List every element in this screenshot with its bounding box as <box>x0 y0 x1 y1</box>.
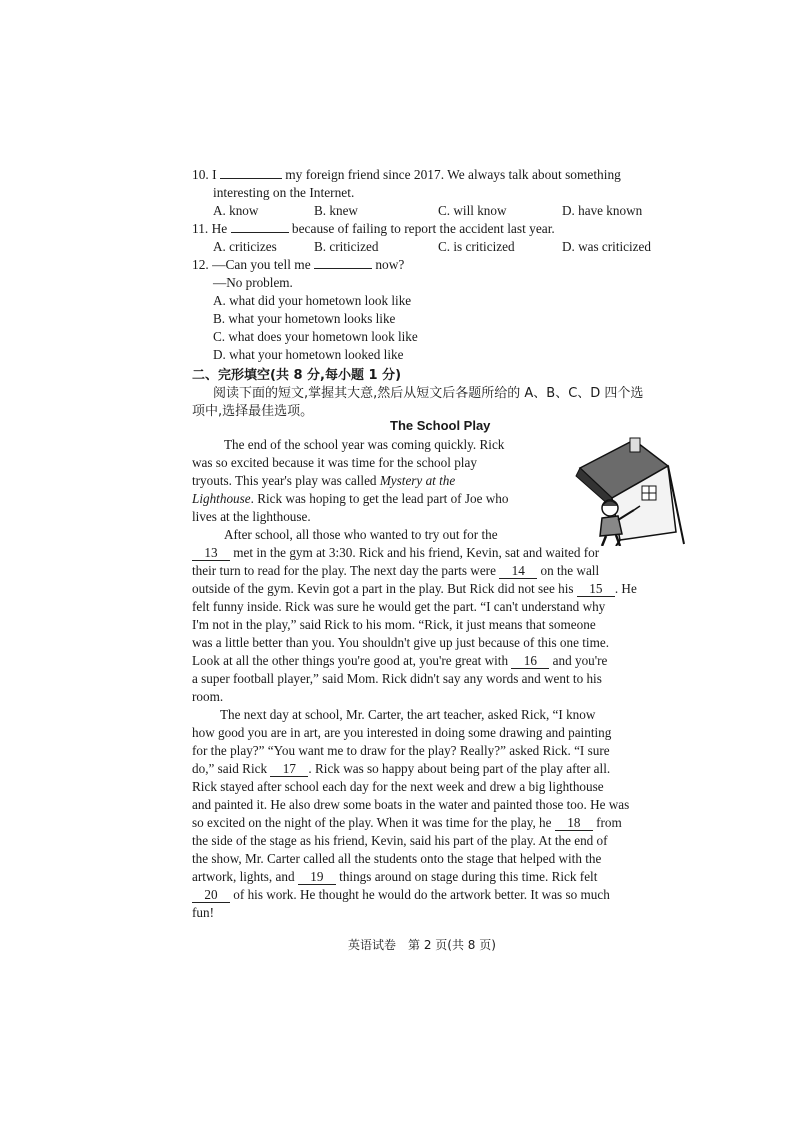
blank-13: 13 <box>192 546 230 561</box>
play-title-cont: Lighthouse <box>192 491 251 506</box>
blank-17: 17 <box>270 762 308 777</box>
passage-text: . Rick was so happy about being part of the play after all. <box>308 761 611 776</box>
blank-18: 18 <box>555 816 593 831</box>
passage-text: Look at all the other things you're good at, you're great with <box>192 653 509 668</box>
passage-text: things around on stage during this time. Rick felt <box>339 869 598 884</box>
answer-blank <box>220 166 282 179</box>
passage-line: was so excited because it was time for the school play <box>192 455 477 470</box>
blank-16: 16 <box>511 654 549 669</box>
passage-text: and you're <box>552 653 608 668</box>
q11-option-d: D. was criticized <box>562 239 651 254</box>
question-10 <box>192 166 621 184</box>
q11-option-b: B. criticized <box>314 239 379 254</box>
q11-number: 11. He <box>192 221 228 236</box>
blank-20: 20 <box>192 888 230 903</box>
passage-line: The next day at school, Mr. Carter, the art teacher, asked Rick, “I know <box>220 707 596 722</box>
passage-line: lives at the lighthouse. <box>192 509 311 524</box>
question-11 <box>192 220 555 238</box>
q11-option-a: A. criticizes <box>213 239 277 254</box>
q10-option-a: A. know <box>213 203 259 218</box>
q10-stem: my foreign friend since 2017. We always talk about something <box>285 167 621 182</box>
passage-line: fun! <box>192 905 214 920</box>
passage-line <box>192 472 564 490</box>
q11-option-c: C. is criticized <box>438 239 515 254</box>
passage-text: met in the gym at 3:30. Rick and his friend, Kevin, sat and waited for <box>233 545 600 560</box>
passage-line <box>192 868 688 886</box>
q11-stem: because of failing to report the accident last year. <box>291 221 555 236</box>
passage-line <box>192 580 688 598</box>
passage-text: so excited on the night of the play. When it was time for the play, he <box>192 815 552 830</box>
passage-line: room. <box>192 689 224 704</box>
passage-line: a super football player,” said Mom. Rick didn't say any words and went to his <box>192 671 602 686</box>
blank-14: 14 <box>499 564 537 579</box>
passage-line: I'm not in the play,” said Rick to his mom. “Rick, it just means that someone <box>192 617 596 632</box>
passage-text: . Rick was hoping to get the lead part of Joe who <box>250 491 509 506</box>
q12-option-c: C. what does your hometown look like <box>213 329 418 344</box>
q12-option-a: A. what did your hometown look like <box>213 293 412 308</box>
passage-line: the show, Mr. Carter called all the students onto the stage that helped with the <box>192 851 602 866</box>
blank-15: 15 <box>577 582 615 597</box>
passage-line: the side of the stage as his friend, Kevin, said his part of the play. At the end of <box>192 833 608 848</box>
passage-line <box>192 760 688 778</box>
passage-line: and painted it. He also drew some boats in the water and painted those too. He was <box>192 797 630 812</box>
passage-line: for the play?” “You want me to draw for the play? Really?” asked Rick. “I sure <box>192 743 610 758</box>
section-heading: 二、完形填空(共 8 分,每小题 1 分) <box>192 368 402 383</box>
q10-option-d: D. have known <box>562 203 643 218</box>
passage-line: After school, all those who wanted to try out for the <box>224 527 498 542</box>
question-12 <box>192 256 404 274</box>
passage-text: tryouts. This year's play was called <box>192 473 377 488</box>
passage-line <box>192 544 688 562</box>
passage-text: on the wall <box>540 563 600 578</box>
passage-text: artwork, lights, and <box>192 869 295 884</box>
passage-line <box>192 490 564 508</box>
passage-text: . He <box>614 581 637 596</box>
answer-blank <box>314 256 372 269</box>
passage-line: felt funny inside. Rick was sure he would get the part. “I can't understand why <box>192 599 606 614</box>
passage-line: The end of the school year was coming quickly. Rick <box>224 437 505 452</box>
passage-line <box>192 886 688 904</box>
q12-reply: —No problem. <box>213 275 293 290</box>
passage-line: was a little better than you. You shouldn't give up just because of this one time. <box>192 635 609 650</box>
play-title: Mystery at the <box>379 473 456 488</box>
passage-text: do,” said Rick <box>192 761 268 776</box>
passage-line <box>192 652 688 670</box>
passage-text: from <box>596 815 622 830</box>
q12-option-b: B. what your hometown looks like <box>213 311 396 326</box>
passage-text: of his work. He thought he would do the artwork better. It was so much <box>233 887 610 902</box>
section-instructions: 阅读下面的短文,掌握其大意,然后从短文后各题所给的 A、B、C、D 四个选 <box>213 386 644 401</box>
page-footer: 英语试卷 第 2 页(共 8 页) <box>348 938 496 952</box>
blank-19: 19 <box>298 870 336 885</box>
boy-painting-house-icon <box>572 436 690 546</box>
passage-text: their turn to read for the play. The next day the parts were <box>192 563 496 578</box>
answer-blank <box>231 220 289 233</box>
q12-stem-end: now? <box>375 257 405 272</box>
passage-line: Rick stayed after school each day for the next week and drew a big lighthouse <box>192 779 604 794</box>
passage-line: how good you are in art, are you interested in doing some drawing and painting <box>192 725 612 740</box>
passage-line <box>192 562 688 580</box>
passage-title: The School Play <box>390 418 491 433</box>
passage-line <box>192 814 688 832</box>
q10-number: 10. I <box>192 167 217 182</box>
q10-stem-cont: interesting on the Internet. <box>213 185 355 200</box>
q10-option-c: C. will know <box>438 203 507 218</box>
passage-text: outside of the gym. Kevin got a part in the play. But Rick did not see his <box>192 581 574 596</box>
q10-option-b: B. knew <box>314 203 358 218</box>
section-instructions-cont: 项中,选择最佳选项。 <box>192 404 314 419</box>
q12-stem: 12. —Can you tell me <box>192 257 311 272</box>
q12-option-d: D. what your hometown looked like <box>213 347 404 362</box>
